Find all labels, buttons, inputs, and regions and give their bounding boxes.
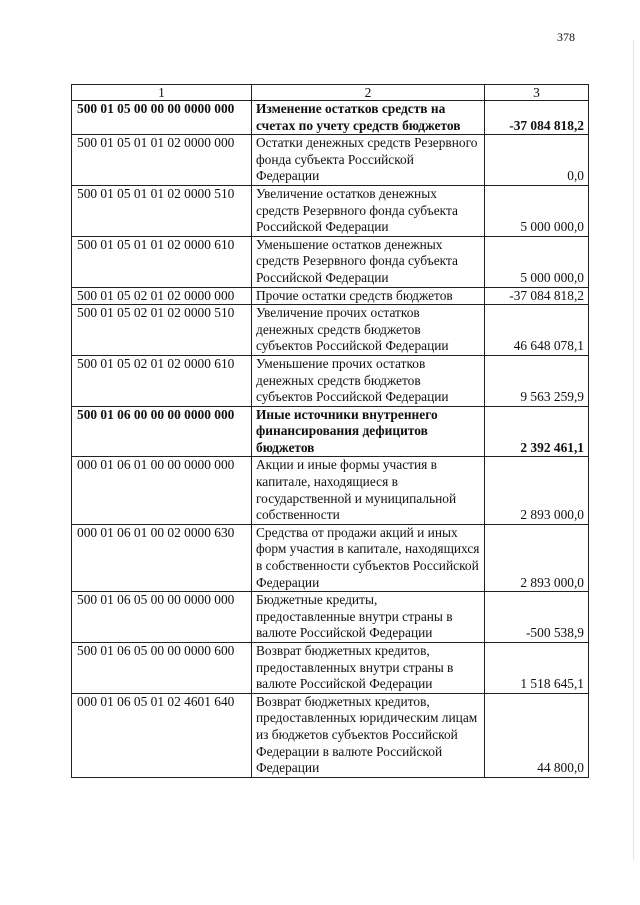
row-name-cell: Средства от продажи акций и иных форм участия в капитале, находящихся в собственности субъектов Российской Федерации [252,524,485,591]
table-row [72,185,589,236]
row-name-cell: Уменьшение прочих остатков денежных средств бюджетов субъектов Российской Федерации [252,355,485,406]
row-amount-cell: 1 518 645,1 [485,643,589,694]
row-code-cell: 500 01 05 01 01 02 0000 610 [72,236,252,287]
row-amount-cell: 44 800,0 [485,693,589,777]
row-code-cell: 500 01 05 01 01 02 0000 510 [72,185,252,236]
row-code-cell: 500 01 05 02 01 02 0000 000 [72,287,252,305]
row-code-cell: 000 01 06 01 00 00 0000 000 [72,457,252,524]
row-name-cell: Уменьшение остатков денежных средств Резервного фонда субъекта Российской Федерации [252,236,485,287]
table-row [72,101,589,135]
row-code-cell: 500 01 06 05 00 00 0000 600 [72,643,252,694]
row-amount-cell: 46 648 078,1 [485,305,589,356]
column-header-amount: 3 [485,85,589,101]
column-header-name: 2 [252,85,485,101]
row-code-cell: 000 01 06 01 00 02 0000 630 [72,524,252,591]
row-code-cell: 500 01 06 05 00 00 0000 000 [72,592,252,643]
row-code-cell: 000 01 06 05 01 02 4601 640 [72,693,252,777]
row-amount-cell: 9 563 259,9 [485,355,589,406]
row-amount-cell: 5 000 000,0 [485,185,589,236]
row-amount-cell: -500 538,9 [485,592,589,643]
row-code-cell: 500 01 05 01 01 02 0000 000 [72,135,252,186]
row-amount-cell: 0,0 [485,135,589,186]
row-name-cell: Иные источники внутреннего финансирования дефицитов бюджетов [252,406,485,457]
row-name-cell: Бюджетные кредиты, предоставленные внутри страны в валюте Российской Федерации [252,592,485,643]
row-name-cell: Остатки денежных средств Резервного фонда субъекта Российской Федерации [252,135,485,186]
table-row [72,135,589,186]
page-number: 378 [557,30,575,44]
row-amount-cell: 2 392 461,1 [485,406,589,457]
row-amount-cell: 2 893 000,0 [485,457,589,524]
column-header-code: 1 [72,85,252,101]
row-amount-cell: 2 893 000,0 [485,524,589,591]
table-row [72,643,589,694]
row-name-cell: Увеличение остатков денежных средств Резервного фонда субъекта Российской Федерации [252,185,485,236]
row-code-cell: 500 01 06 00 00 00 0000 000 [72,406,252,457]
row-code-cell: 500 01 05 00 00 00 0000 000 [72,101,252,135]
table-row [72,305,589,356]
table-row [72,524,589,591]
table-row [72,693,589,777]
row-name-cell: Возврат бюджетных кредитов, предоставленных внутри страны в валюте Российской Федерации [252,643,485,694]
row-code-cell: 500 01 05 02 01 02 0000 510 [72,305,252,356]
scan-edge-line [633,40,634,860]
table-row [72,236,589,287]
row-name-cell: Возврат бюджетных кредитов, предоставленных юридическим лицам из бюджетов субъектов Российской Федерации в валюте Российской Федерации [252,693,485,777]
row-amount-cell: -37 084 818,2 [485,287,589,305]
row-name-cell: Прочие остатки средств бюджетов [252,287,485,305]
row-name-cell: Изменение остатков средств на счетах по учету средств бюджетов [252,101,485,135]
table-row [72,406,589,457]
row-name-cell: Акции и иные формы участия в капитале, находящиеся в государственной и муниципальной собственности [252,457,485,524]
budget-sources-table [71,84,589,778]
table-header-row [72,85,589,101]
table-row [72,592,589,643]
row-name-cell: Увеличение прочих остатков денежных средств бюджетов субъектов Российской Федерации [252,305,485,356]
table-row [72,287,589,305]
row-amount-cell: -37 084 818,2 [485,101,589,135]
table-row [72,355,589,406]
row-amount-cell: 5 000 000,0 [485,236,589,287]
row-code-cell: 500 01 05 02 01 02 0000 610 [72,355,252,406]
table-row [72,457,589,524]
